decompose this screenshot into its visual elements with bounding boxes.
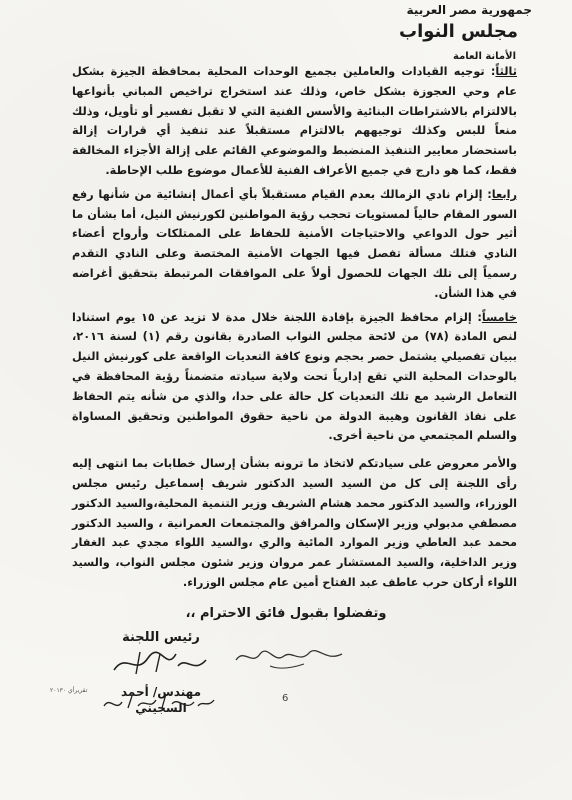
- chair-signature-icon: [106, 646, 216, 682]
- regards-line: وتفضلوا بقبول فائق الاحترام ،،: [185, 606, 387, 621]
- second-signature-icon: [230, 640, 350, 672]
- letterhead: [332, 0, 532, 64]
- chair-title: رئيس اللجنة: [122, 630, 200, 645]
- paragraph-closing-text: والأمر معروض على سيادتكم لاتخاذ ما ترونه بشأن إرسال خطابات بما انتهى إليه رأى اللجنة إلى كل من السيد السيد الدكتور شريف إسماعيل رئيس مجلس الوزراء، والسيد الدكتور محمد هشام الشريف وزير التنمية المحلية،والسيد الدكتور مصطفي مدبولي وزير الإسكان والمرافق والمجتمعات العمرانية ، والسيد الدكتور محمد عبد العاطي وزير الموارد المائية والري ،والسيد اللواء مجدي عبد الغفار وزير الداخلية، والسيد المستشار عمر مروان وزير شئون مجلس النواب، والسيد اللواء أركان حرب عاطف عبد الفتاح أمين عام مجلس الوزراء.: [72, 457, 517, 589]
- paragraph-third-text: : توجيه القيادات والعاملين بجميع الوحدات المحلية بمحافظة الجيزة بشكل عام وحي العجوزة بشكل خاص، وذلك عند استخراج تراخيص المباني بأنواعها بالالتزام بالاشتراطات البنائية والأسس الفنية التي لا تقبل تفسير أو تأويل، وذلك منعاً للبس وكذلك توجيههم بالالتزام مستقبلاً عند تنفيذ أي قرارات إزالة باستحضار معايير التنفيذ المنضبط والموضوعي القائم على إزالة الأجزاء المخالفة فقط، كما هو دارج في جميع الأعراف الفنية للأعمال موضوع طلب الإحاطة.: [72, 65, 517, 177]
- secretariat-name: الأمانة العامة: [453, 51, 516, 62]
- paragraph-fifth-label: خامساً: [481, 310, 517, 324]
- council-name: مجلس النواب: [399, 21, 518, 42]
- paragraph-third-label: ثالثاً: [495, 65, 517, 78]
- document-code: تقريرأي ٢٠١٣٠: [50, 687, 88, 694]
- paragraph-fifth: [72, 308, 517, 447]
- page-number: 6: [282, 693, 289, 704]
- chair-name: مهندس/ أحمد السجيني: [120, 685, 202, 715]
- paragraph-fifth-text: : إلزام محافظ الجيزة بإفادة اللجنة خلال مدة لا تزيد عن ١٥ يوم استنادا لنص المادة (٧٨) من لائحة مجلس النواب الصادرة بقانون رقم (١) لسنة ٢٠١٦، ببيان تفصيلي يشتمل حصر بحجم ونوع كافة التعديات الواقعة على كورنيش النيل بالوحدات المحلية التي تقع إدارياً تحت ولاية سيادته متضمناً رؤية المحافظة في التعامل الرشيد مع تلك التعديات كل حالة على حدا، والذي من شأنه يتم الحفاظ على نفاذ القانون وهيبة الدولة من ناحية حقوق المواطنين وتحقيق المساواة والسلم المجتمعي من ناحية أخرى.: [72, 310, 517, 443]
- paragraph-third: [72, 62, 517, 181]
- letter-body: [72, 62, 517, 593]
- handwritten-date-icon: [98, 690, 218, 716]
- republic-name: جمهورية مصر العربية: [406, 3, 532, 17]
- paragraph-fourth: [72, 185, 517, 304]
- paragraph-fourth-label: رابعا: [491, 187, 517, 201]
- paragraph-closing: [72, 454, 517, 593]
- paragraph-fourth-text: : إلزام نادي الزمالك بعدم القيام مستقبلاً بأي أعمال إنشائية من شأنها رفع السور المقام حالياً لمستويات تحجب رؤية المواطنين لكورنيش النيل، أما بشأن ما أثير حول الدواعي والاحتياجات الأمنية للحفاظ على الممتلكات وأرواح أعضاء النادي فتلك مسألة تفصل فيها الجهات الأمنية المختصة وعلى النادي التقدم رسمياً إلى تلك الجهات للحصول أولاً على الموافقات المرتبطة بتحقيق أغراضه في هذا الشأن.: [72, 187, 517, 300]
